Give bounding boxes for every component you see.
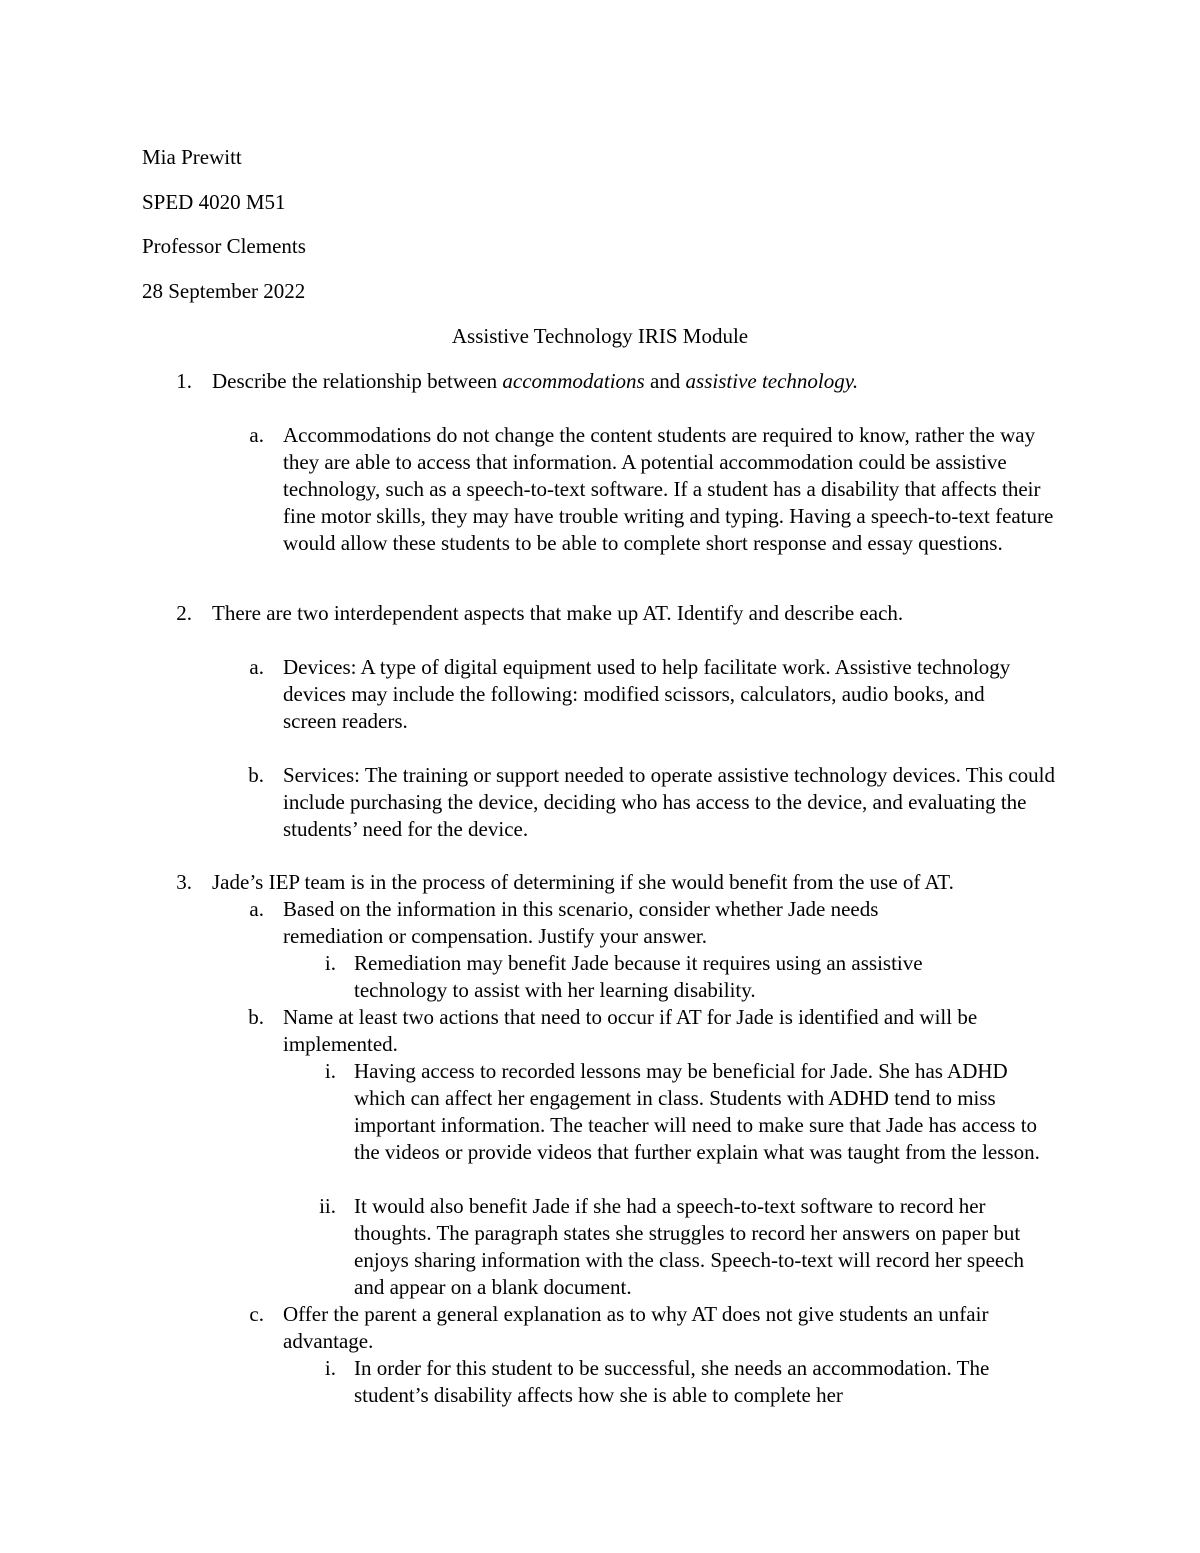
answer-2b-marker: b. (248, 763, 264, 787)
question-3b-marker: b. (248, 1005, 264, 1029)
page-title: Assistive Technology IRIS Module (451, 324, 749, 348)
answer-3b-i-text: Having access to recorded lessons may be beneficial for Jade. She has ADHD which can affect her engagement in class. Students with ADHD tend to miss important information. The teacher will need to make sure that Jade has access to the videos or provide videos that further explain what was taught from the lesson. (354, 1059, 1040, 1164)
date: 28 September 2022 (142, 279, 306, 303)
answer-3b-ii-marker: ii. (319, 1194, 336, 1218)
question-1-text (212, 368, 858, 395)
answer-2a-text: Devices: A type of digital equipment used to help facilitate work. Assistive technology devices may include the following: modified scissors, calculators, audio books, and screen readers. (283, 655, 1011, 733)
course-code: SPED 4020 M51 (142, 190, 286, 214)
answer-3a-i-marker: i. (324, 951, 336, 975)
question-3a-text: Based on the information in this scenario, consider whether Jade needs remediation or compensation. Justify your answer. (283, 897, 879, 948)
answer-3b-i-marker: i. (324, 1059, 336, 1083)
author-name: Mia Prewitt (142, 145, 242, 169)
answer-3c-i-marker: i. (324, 1356, 336, 1380)
answer-3b-ii-text: It would also benefit Jade if she had a speech-to-text software to record her thoughts. The paragraph states she struggles to record her answers on paper but enjoys sharing information with the class. Speech-to-text will record her speech and appear on a blank document. (354, 1194, 1025, 1299)
answer-3a-i-text: Remediation may benefit Jade because it requires using an assistive technology to assist with her learning disability. (354, 951, 923, 1002)
question-1-emphasis-accommodations: accommodations (502, 369, 645, 393)
question-3c-marker: c. (249, 1302, 264, 1326)
question-3-number: 3. (176, 870, 192, 894)
question-1-text-part: and (644, 369, 686, 393)
professor-name: Professor Clements (142, 234, 306, 258)
question-3a-marker: a. (249, 897, 264, 921)
question-1-number: 1. (176, 369, 192, 393)
answer-3c-i-text: In order for this student to be successful, she needs an accommodation. The student’s disability affects how she is able to complete her (354, 1356, 990, 1407)
question-1-text-part: Describe the relationship between (212, 369, 503, 393)
question-2-number: 2. (176, 601, 192, 625)
answer-1a-text: Accommodations do not change the content students are required to know, rather the way they are able to access that information. A potential accommodation could be assistive technology, such as a speech-to-text software. If a student has a disability that affects their fine motor skills, they may have trouble writing and typing. Having a speech-to-text feature would allow these students to be able to complete short response and essay questions. (283, 423, 1054, 555)
question-3-text: Jade’s IEP team is in the process of determining if she would benefit from the use of AT. (212, 870, 954, 894)
question-3c-text: Offer the parent a general explanation as to why AT does not give students an unfair advantage. (283, 1302, 989, 1353)
answer-2a-marker: a. (249, 655, 264, 679)
question-3b-text: Name at least two actions that need to occur if AT for Jade is identified and will be implemented. (283, 1005, 978, 1056)
question-2-text: There are two interdependent aspects that make up AT. Identify and describe each. (212, 601, 904, 625)
answer-1a-marker: a. (249, 423, 264, 447)
answer-2b-text: Services: The training or support needed to operate assistive technology devices. This could include purchasing the device, deciding who has access to the device, and evaluating the students’ need for the device. (283, 763, 1055, 841)
question-1-emphasis-assistive-technology: assistive technology. (685, 369, 859, 393)
